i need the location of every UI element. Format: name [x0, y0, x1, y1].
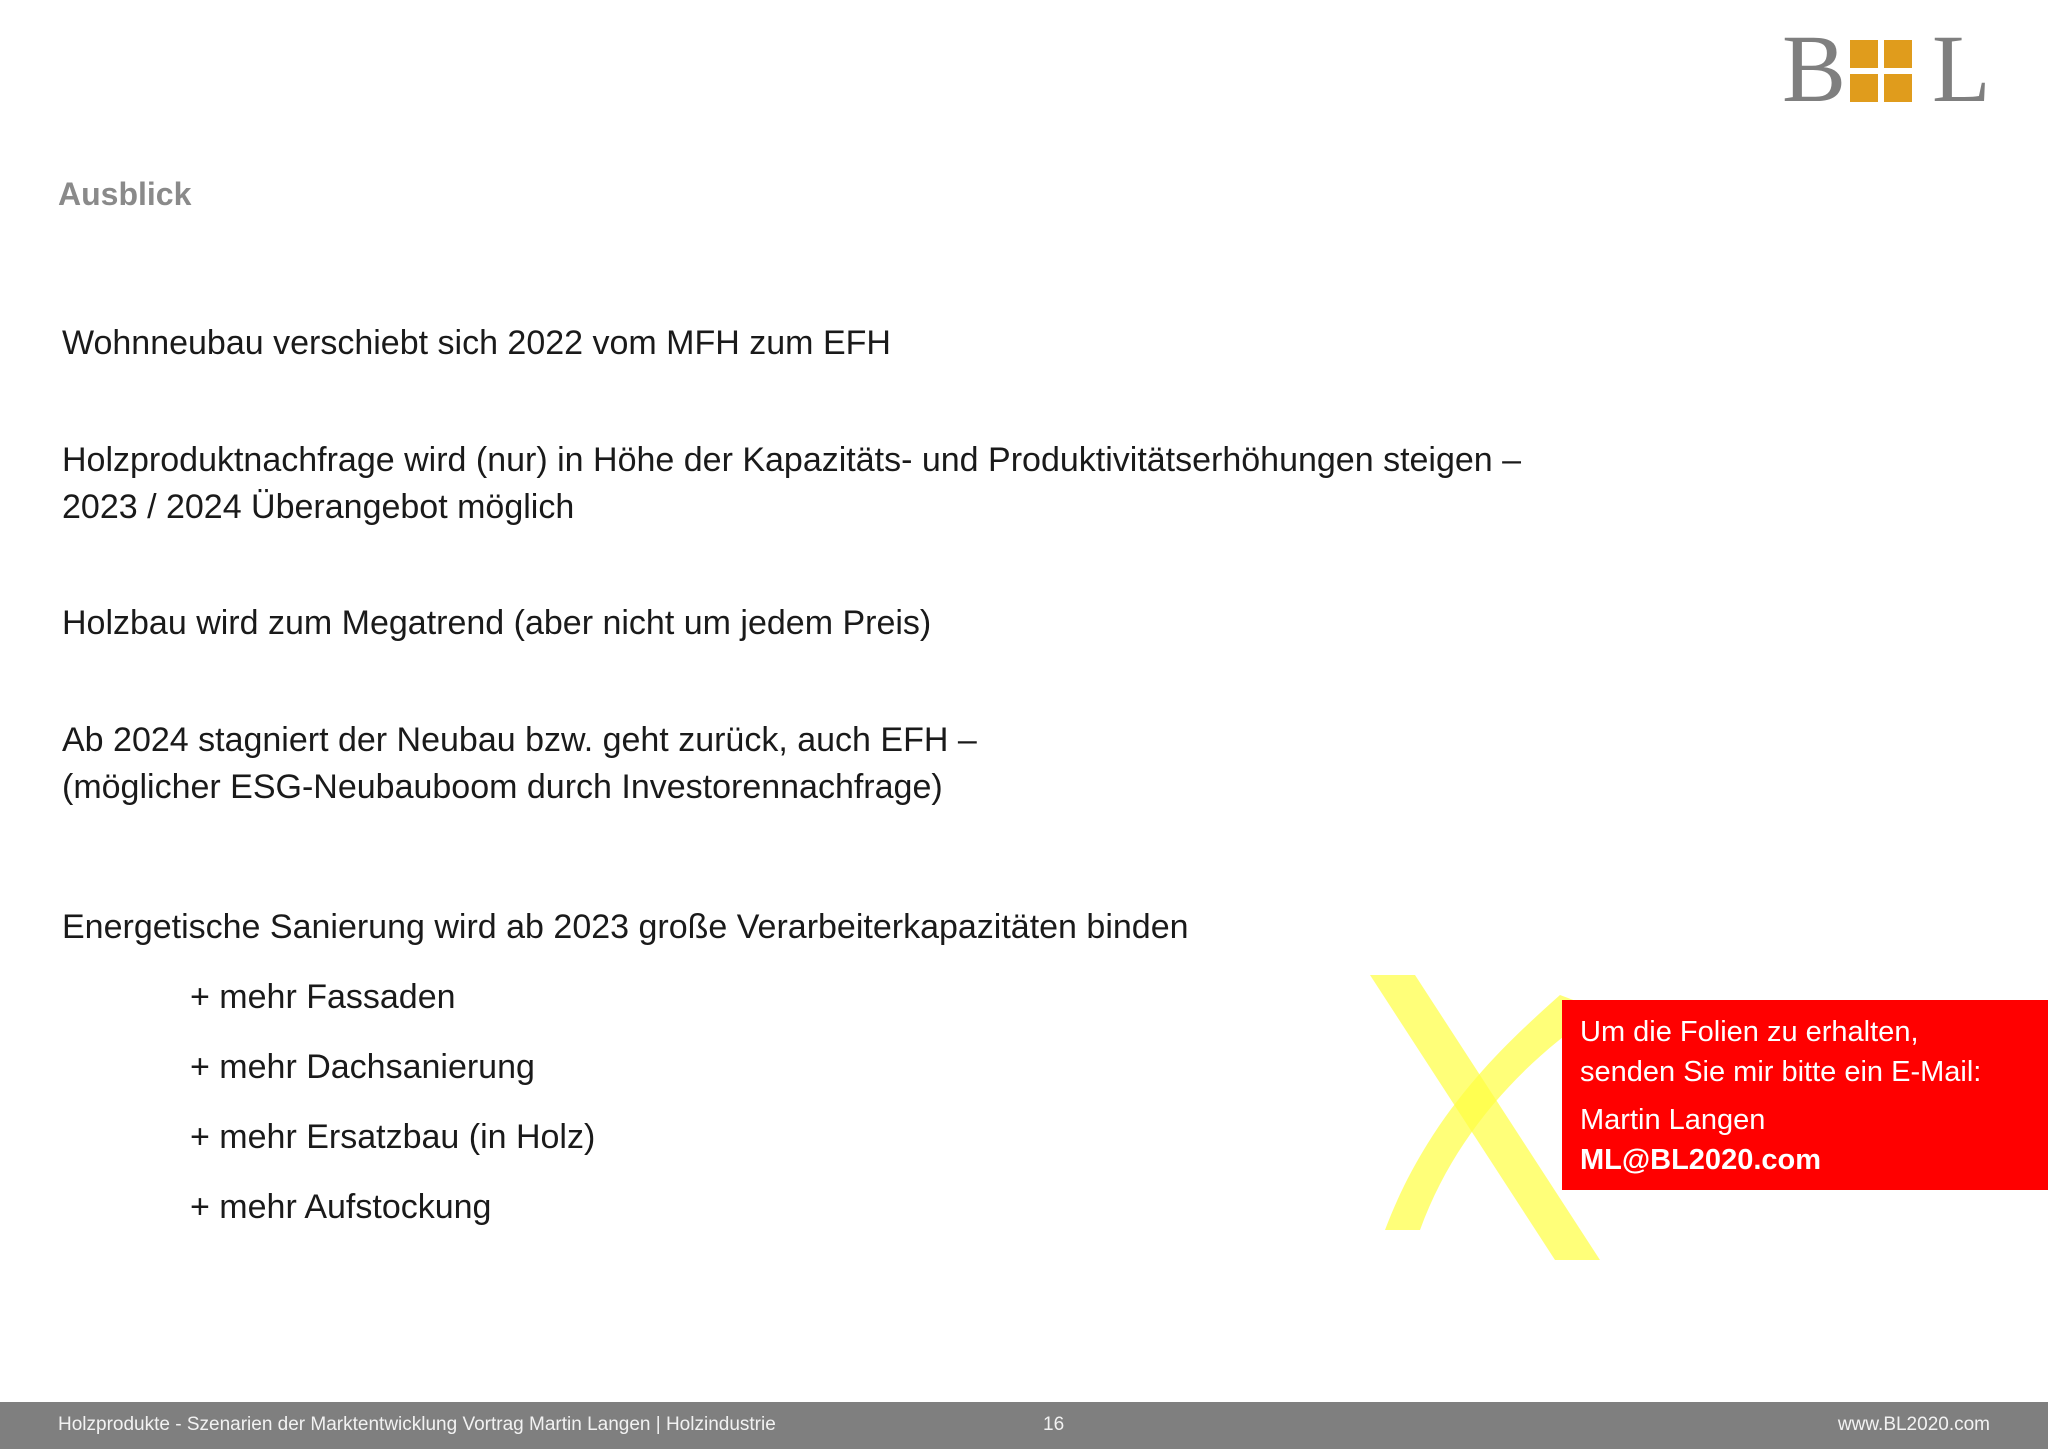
sub-item-roof-renovation: + mehr Dachsanierung: [190, 1048, 535, 1086]
logo-letter-b: B: [1782, 15, 1847, 122]
outlook-point-2-line-2: 2023 / 2024 Überangebot möglich: [62, 488, 575, 526]
logo-square: [1884, 74, 1912, 102]
outlook-point-1: Wohnneubau verschiebt sich 2022 vom MFH zum EFH: [62, 324, 891, 362]
outlook-point-4-line-2: (möglicher ESG-Neubauboom durch Investorennachfrage): [62, 768, 943, 806]
outlook-point-3: Holzbau wird zum Megatrend (aber nicht um jedem Preis): [62, 604, 932, 642]
footer-presentation-title: Holzprodukte - Szenarien der Marktentwicklung Vortrag Martin Langen | Holzindustrie: [58, 1414, 776, 1435]
footer-bar: [0, 1402, 2048, 1449]
outlook-point-4-line-1: Ab 2024 stagniert der Neubau bzw. geht zurück, auch EFH –: [62, 721, 977, 759]
outlook-point-5: Energetische Sanierung wird ab 2023 große Verarbeiterkapazitäten binden: [62, 908, 1189, 946]
sub-item-replacement-building: + mehr Ersatzbau (in Holz): [190, 1118, 596, 1156]
footer-website-link[interactable]: www.BL2020.com: [1837, 1414, 1990, 1435]
bl-logo: [1782, 15, 1992, 122]
logo-letter-l: L: [1932, 15, 1991, 122]
slide-title: Ausblick: [58, 176, 192, 212]
logo-square: [1850, 40, 1878, 68]
sub-item-facades: + mehr Fassaden: [190, 978, 456, 1016]
contact-line-2: senden Sie mir bitte ein E-Mail:: [1580, 1056, 1982, 1088]
contact-box: [1562, 1000, 2048, 1190]
logo-square: [1884, 40, 1912, 68]
contact-email[interactable]: ML@BL2020.com: [1580, 1144, 1822, 1176]
page-number: 16: [1043, 1414, 1065, 1435]
contact-name: Martin Langen: [1580, 1104, 1766, 1136]
logo-square: [1850, 74, 1878, 102]
outlook-point-2-line-1: Holzproduktnachfrage wird (nur) in Höhe der Kapazitäts- und Produktivitätserhöhungen steigen –: [62, 441, 1522, 479]
sub-item-extension: + mehr Aufstockung: [190, 1188, 492, 1226]
contact-line-1: Um die Folien zu erhalten,: [1580, 1016, 1919, 1048]
